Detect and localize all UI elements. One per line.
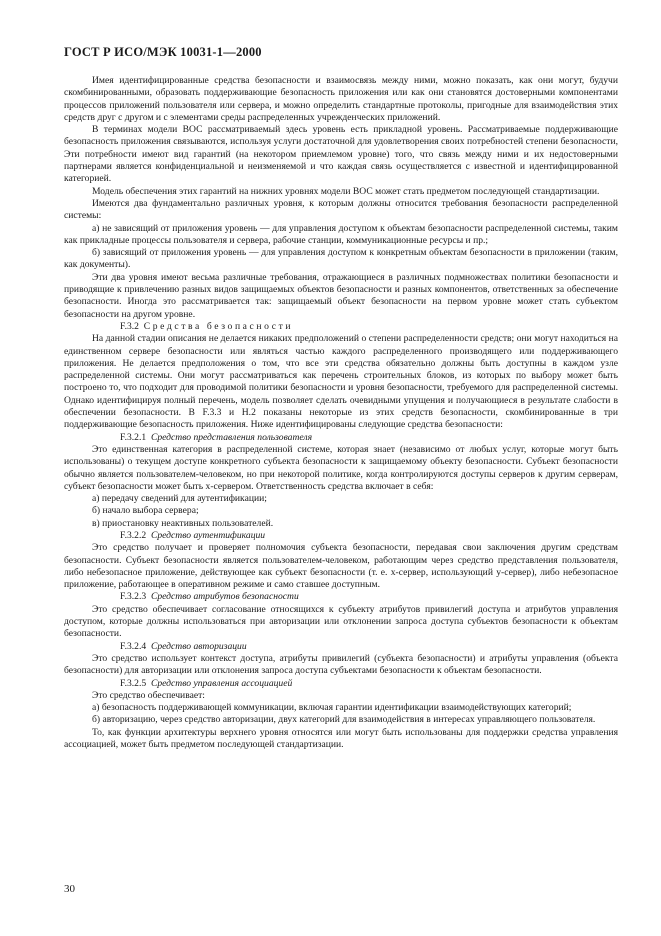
section-number: F.3.2.3 xyxy=(120,591,147,603)
section-heading xyxy=(64,591,618,603)
section-number: F.3.2.2 xyxy=(120,529,147,541)
section-number: F.3.2.5 xyxy=(120,677,147,689)
body-paragraph: б) начало выбора сервера; xyxy=(92,505,199,517)
section-number: F.3.2.1 xyxy=(120,431,147,443)
body-paragraph: Это средство получает и проверяет полномочия субъекта безопасности, передавая свои заключения другим средствам безопасности. Субъект безопасности является пользователем-человеком, работающим через средство представления пользователя, либо небезопасное приложение, действующее как субъект безопасности (т. е. х-сервер, использующий у-сервер), либо небезопасное приложение, работающее в оперативном режиме и само ставшее доступным. xyxy=(64,542,618,591)
section-heading xyxy=(64,432,618,444)
section-title: Средства безопасности xyxy=(143,320,294,332)
body-paragraph: а) не зависящий от приложения уровень — для управления доступом к объектам безопасности распределенной системы, таким как прикладные процессы пользователя и сервера, рабочие станции, коммуникационные ресурсы и пр.; xyxy=(64,222,618,246)
section-title: Средство аутентификации xyxy=(150,529,266,541)
body-paragraph: в) приостановку неактивных пользователей. xyxy=(92,517,274,529)
section-title: Средство авторизации xyxy=(150,640,247,652)
section-title: Средство атрибутов безопасности xyxy=(150,591,299,603)
body-paragraph: б) авторизацию, через средство авторизации, двух категорий для взаимодействия в интересах управляющего пользователя. xyxy=(92,714,596,726)
body-paragraph: Это средство использует контекст доступа, атрибуты привилегий (субъекта безопасности) и атрибуты управления (объекта безопасности) для авторизации или отклонения запроса доступа субъектами безопасности к объектам безопасности. xyxy=(64,652,618,677)
document-header: ГОСТ Р ИСО/МЭК 10031-1—2000 xyxy=(64,45,262,59)
body-paragraph: а) передачу сведений для аутентификации; xyxy=(92,493,267,505)
body-paragraph: Имея идентифицированные средства безопасности и взаимосвязь между ними, можно показать, как они могут, будучи скомбинированными, образовать поддерживающие безопасность приложения или как они становятся достоверными компонентами процессов приложений пользователя или сервера, и можно определить стандартные протоколы, пригодные для взаимодействия этих средств друг с другом и с элементами среды распределенных учрежденческих приложений. xyxy=(64,75,618,123)
body-paragraph: В терминах модели ВОС рассматриваемый здесь уровень есть прикладной уровень. Рассматриваемые поддерживающие безопасность приложения связываются, используя услуги достаточной для удовлетворения своих потребностей степени безопасности, Эти потребности имеют вид гарантий (на некотором приемлемом уровне) того, что связь между ними и их недостоверными партнерами является конфиденциальной и неизменяемой и что каждая связь осуществляется с известной и идентифицированной категорией. xyxy=(64,124,618,185)
section-title: Средство управления ассоциацией xyxy=(150,677,293,689)
body-paragraph: б) зависящий от приложения уровень — для управления доступом к конкретным объектам безопасности в приложении (таким, как документы). xyxy=(64,247,618,271)
section-heading xyxy=(64,530,618,542)
section-title: Средство представления пользователя xyxy=(150,431,313,443)
section-heading xyxy=(64,321,618,333)
body-paragraph: Эти два уровня имеют весьма различные требования, отражающиеся в различных подмножествах политики безопасности и приводящие к привлечению разных видов защищаемых объектов безопасности и разных компонентов, ответственных за обеспечение безопасности. Иногда это рассматривается так: защищаемый объект безопасности на первом уровне может стать субъектом безопасности на другом уровне. xyxy=(64,271,618,320)
body-paragraph: Это средство обеспечивает согласование относящихся к субъекту атрибутов привилегий доступа и атрибутов управления доступом, которые должны использоваться при авторизации или отклонении запроса доступа субъектов безопасности к объектам безопасности. xyxy=(64,603,618,640)
section-heading xyxy=(64,678,618,690)
body-paragraph: Имеются два фундаментально различных уровня, к которым должны относится требования безопасности распределенной системы: xyxy=(64,197,618,222)
body-paragraph: а) безопасность поддерживающей коммуникации, включая гарантии идентификации взаимодействующих категорий; xyxy=(92,702,572,714)
body-paragraph: Это единственная категория в распределенной системе, которая знает (независимо от любых услуг, которые могут быть использованы) о текущем доступе конкретного субъекта безопасности к защищаемому объекту безопасности. Субъект безопасности обычно является пользователем-человеком, но при некоторой политике, когда контролируются доступы серверов к другим серверам, субъект безопасности может быть х-сервером. Ответственность средства включает в себя: xyxy=(64,443,618,492)
body-paragraph: На данной стадии описания не делается никаких предположений о степени распределенности средств; они могут находиться на единственном сервере безопасности или являться частью каждого распределенного производящего или поддерживающего приложения. Не делается предположения о том, что все эти средства обязательно должны быть доступны в каждом узле распределенной системы. Они могут рассматриваться как перечень строительных блоков, из которых по выбору может быть построено то, что подходит для проводимой политики безопасности и уровня безопасности, требуемого для распределенной системы. Однако идентифицируя полный перечень, модель позволяет сделать очевидными упущения и получающиеся в результате слабости в обеспечении безопасности. В F.3.3 и Н.2 показаны некоторые из этих средств безопасности, скомбинированные в три поддерживающие безопасность приложения. Ниже идентифицированы следующие средства безопасности: xyxy=(64,333,618,431)
body-paragraph: То, как функции архитектуры верхнего уровня относятся или могут быть использованы для поддержки средства управления ассоциацией, может быть предметом последующей стандартизации. xyxy=(64,726,618,751)
body-paragraph: Это средство обеспечивает: xyxy=(92,689,205,701)
section-heading xyxy=(64,641,618,653)
document-body xyxy=(64,75,618,751)
page-number: 30 xyxy=(64,883,75,895)
section-number: F.3.2 xyxy=(120,320,139,332)
body-paragraph: Модель обеспечения этих гарантий на нижних уровнях модели ВОС может стать предметом последующей стандартизации. xyxy=(92,185,600,197)
section-number: F.3.2.4 xyxy=(120,640,147,652)
